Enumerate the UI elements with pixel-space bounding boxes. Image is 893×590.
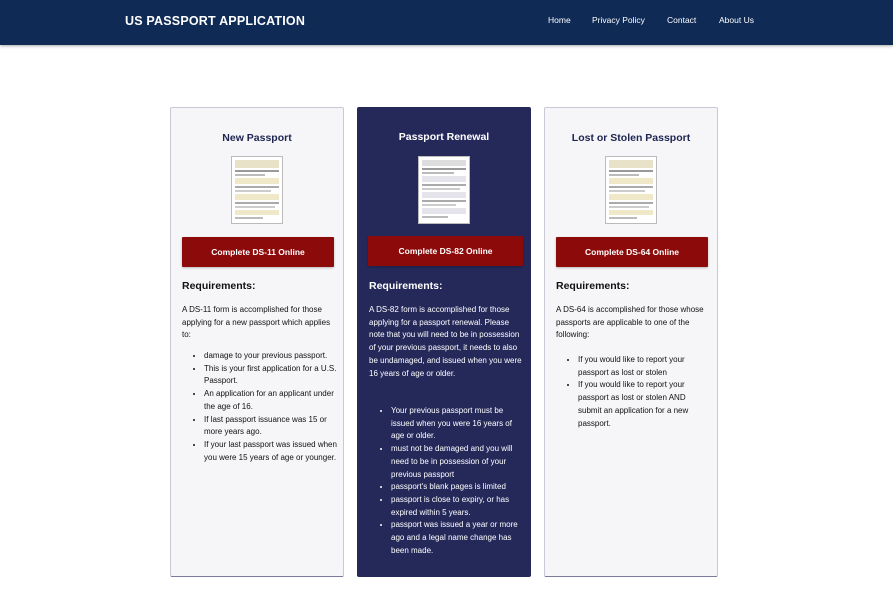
list-item: • If you would like to report your passport as lost or stolen [578, 354, 711, 379]
main-nav [0, 15, 893, 29]
list-item: • must not be damaged and you will need to be in possession of your previous passport [391, 443, 524, 481]
list-item: • This is your first application for a U.S. Passport. [204, 363, 337, 388]
card-title: Passport Renewal [398, 131, 490, 143]
card-lost-or-stolen-passport [544, 107, 718, 577]
nav-home[interactable]: Home [548, 15, 571, 25]
list-item: • passport was issued a year or more ago and a legal name change has been made. [391, 519, 524, 557]
list-item: • damage to your previous passport. [204, 350, 337, 363]
nav-privacy-policy[interactable]: Privacy Policy [592, 15, 645, 25]
top-navbar [0, 0, 893, 45]
requirements-list [556, 354, 711, 430]
card-title: Lost or Stolen Passport [571, 132, 691, 144]
form-thumbnail-icon [605, 156, 657, 224]
form-thumbnail-icon [418, 156, 470, 224]
list-item: • An application for an applicant under the age of 16. [204, 388, 337, 413]
list-item: • passport's blank pages is limited [391, 481, 524, 494]
requirements-heading: Requirements: [556, 280, 630, 292]
nav-about-us[interactable]: About Us [719, 15, 754, 25]
brand-logo-link[interactable]: US PASSPORT APPLICATION [125, 14, 306, 28]
requirements-list [369, 405, 524, 557]
card-description: A DS-64 is accomplished for those whose passports are applicable to one of the following: [556, 305, 704, 340]
list-item: • If you would like to report your passport as lost or stolen AND submit an application for a new passport. [578, 379, 711, 430]
card-description: A DS-82 form is accomplished for those applying for a passport renewal. Please note that you will need to be in possession of your previous passport, it needs to also be undamaged, and issued when you were 16 years of age or older. [369, 305, 522, 378]
card-description: A DS-11 form is accomplished for those applying for a new passport which applies to: [182, 305, 331, 340]
complete-ds11-button[interactable]: Complete DS-11 Online [182, 237, 334, 267]
card-new-passport [170, 107, 344, 577]
card-passport-renewal [357, 107, 531, 577]
card-title: New Passport [222, 132, 292, 144]
complete-ds82-button[interactable]: Complete DS-82 Online [368, 236, 523, 266]
list-item: • Your previous passport must be issued when you were 16 years of age or older. [391, 405, 524, 443]
nav-contact[interactable]: Contact [667, 15, 697, 25]
requirements-heading: Requirements: [182, 280, 256, 292]
form-thumbnail-icon [231, 156, 283, 224]
requirements-list [182, 350, 337, 464]
list-item: • If your last passport was issued when you were 15 years of age or younger. [204, 439, 337, 464]
list-item: • If last passport issuance was 15 or more years ago. [204, 414, 337, 439]
complete-ds64-button[interactable]: Complete DS-64 Online [556, 237, 708, 267]
requirements-heading: Requirements: [369, 280, 443, 292]
list-item: • passport is close to expiry, or has expired within 5 years. [391, 494, 524, 519]
